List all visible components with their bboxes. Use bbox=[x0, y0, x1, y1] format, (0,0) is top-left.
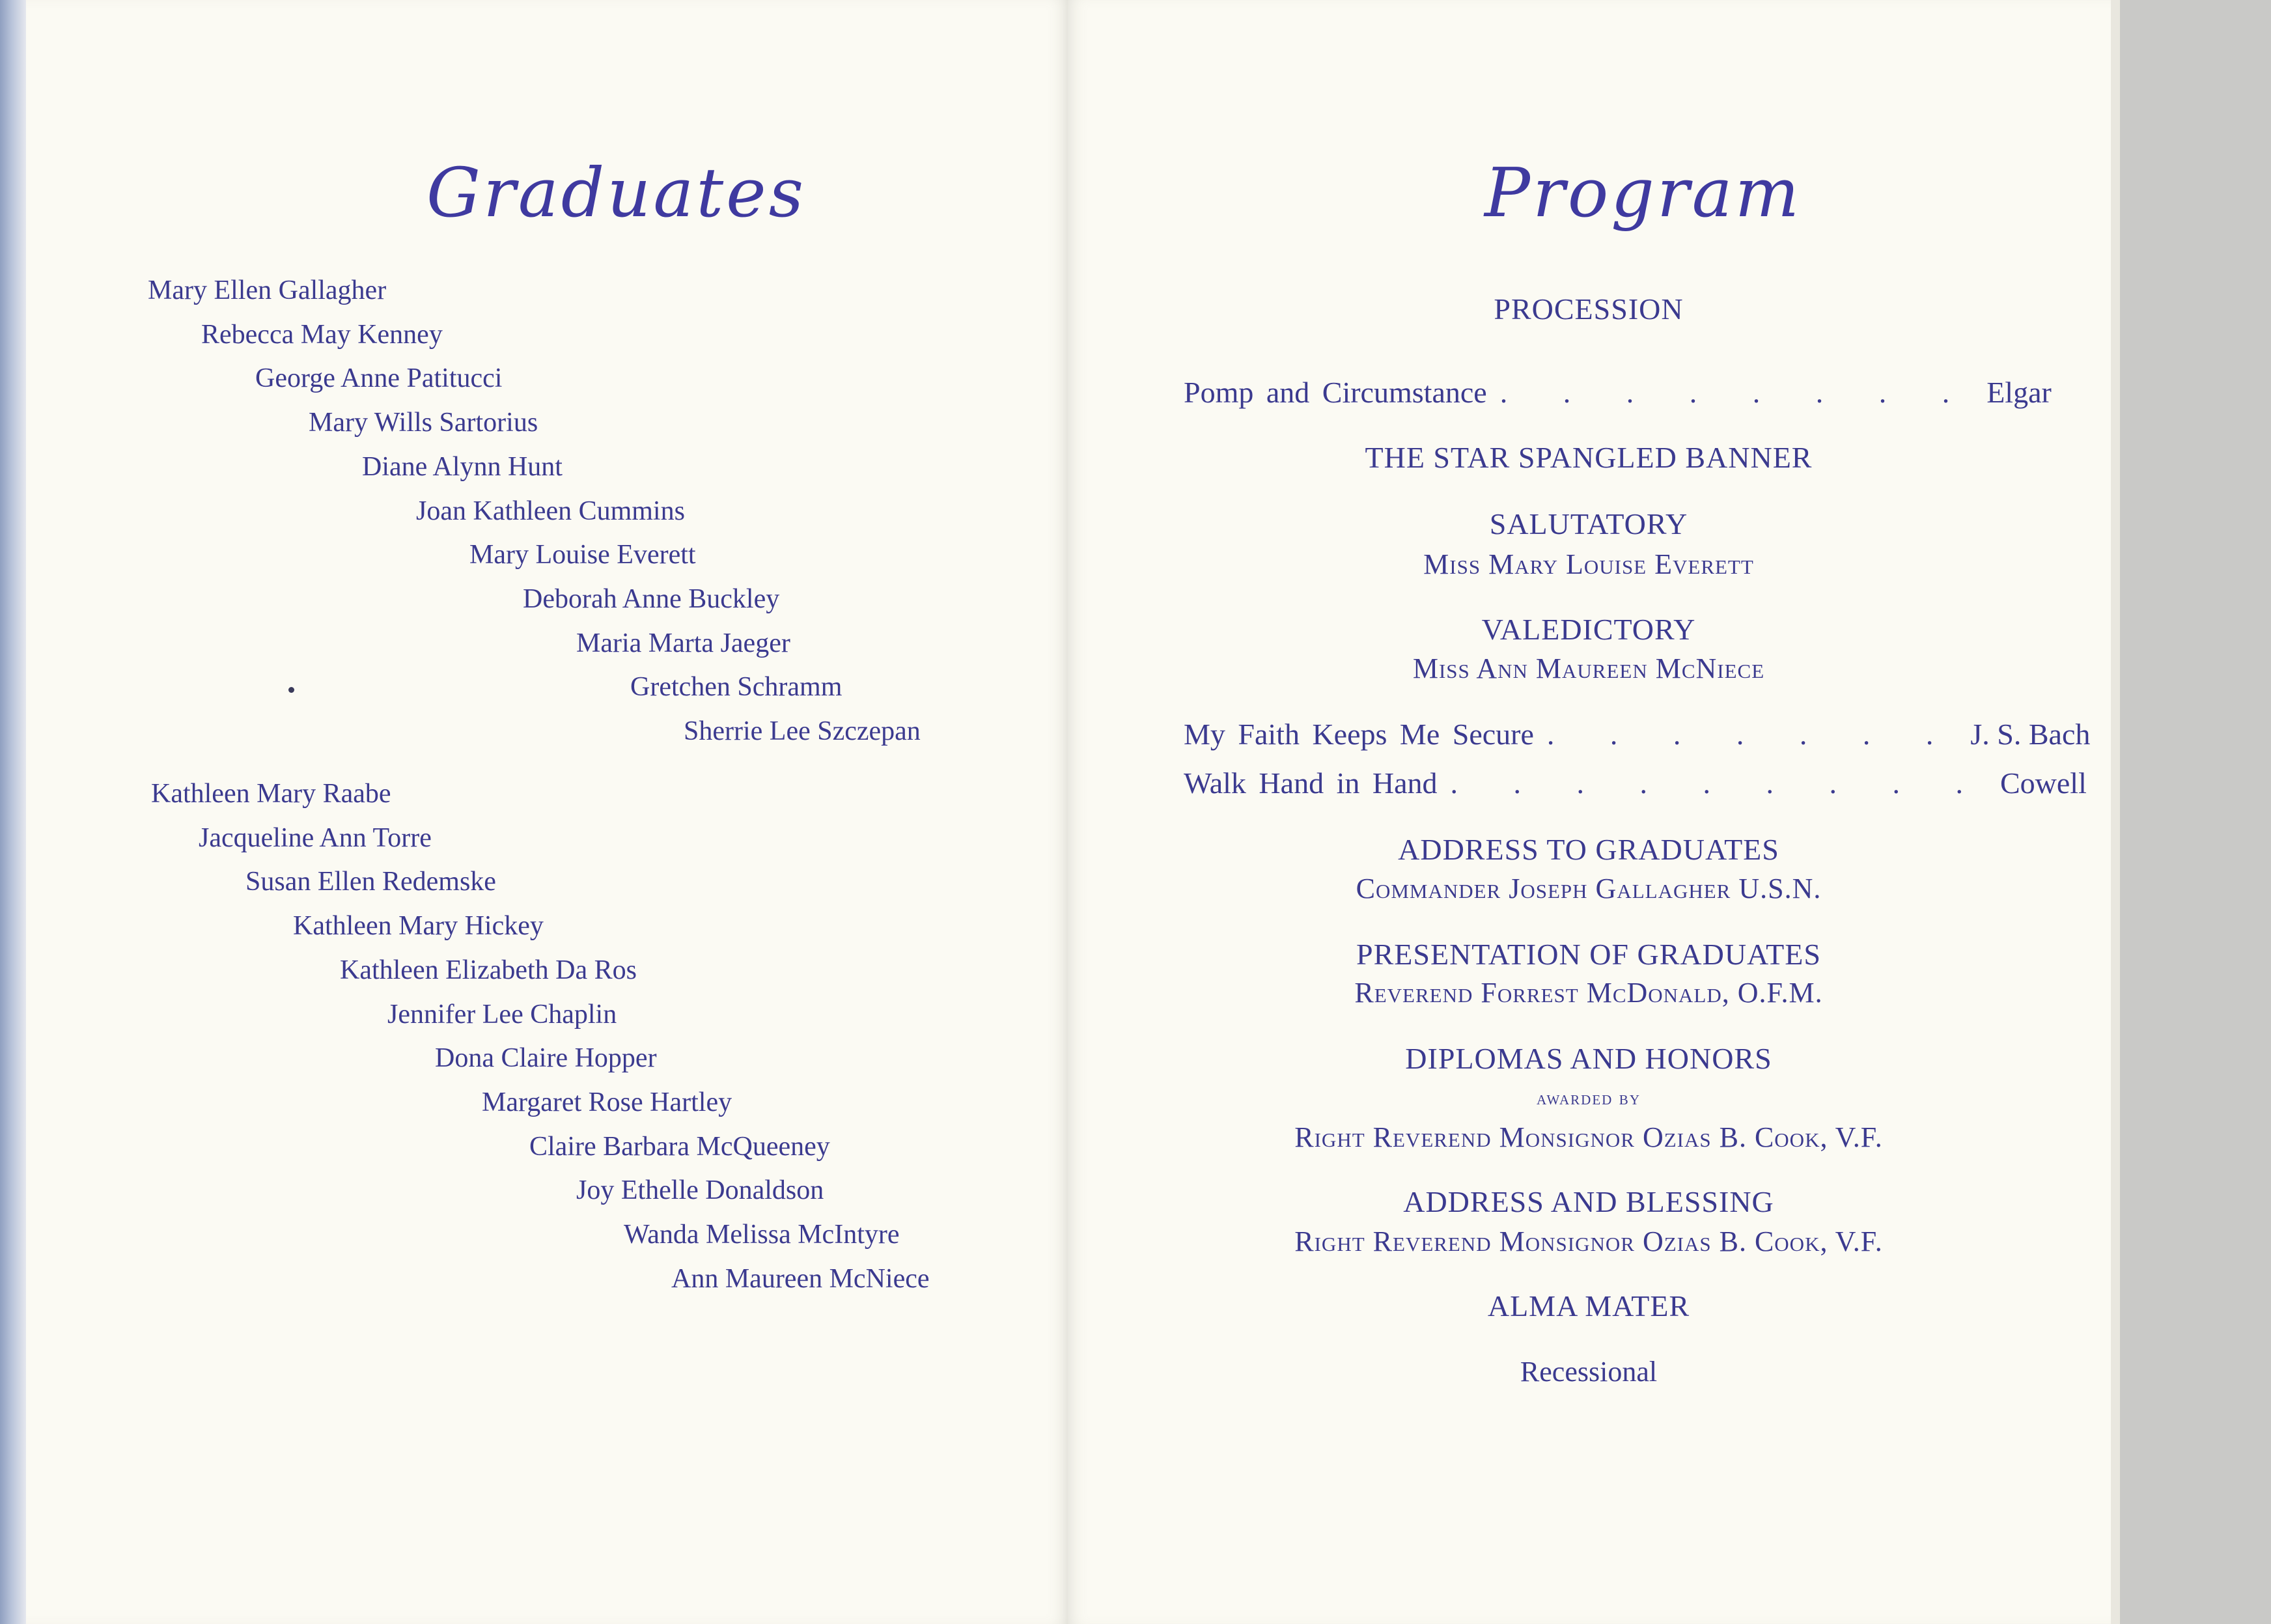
graduate-name: Maria Marta Jaeger bbox=[576, 628, 790, 658]
program-item-faith bbox=[1184, 718, 2091, 751]
graduate-name: Jacqueline Ann Torre bbox=[199, 823, 432, 853]
graduate-name: Sherrie Lee Szczepan bbox=[684, 716, 921, 746]
blessing-label: ADDRESS AND BLESSING bbox=[1403, 1185, 1774, 1218]
graduate-name: Wanda Melissa McIntyre bbox=[624, 1220, 900, 1250]
leader-dots: . . . . . . . bbox=[1546, 718, 1958, 751]
program-item-pomp bbox=[1184, 376, 2052, 409]
diplomas-speaker: Right Reverend Monsignor Ozias B. Cook, V.F. bbox=[1294, 1121, 1883, 1153]
graduate-name: Claire Barbara McQueeney bbox=[529, 1132, 830, 1162]
music-title: Walk Hand in Hand bbox=[1184, 766, 1438, 800]
graduates-page bbox=[26, 0, 1068, 1624]
music-title: Pomp and Circumstance bbox=[1184, 376, 1487, 409]
page-edge bbox=[2111, 0, 2120, 1624]
salutatory-speaker: Miss Mary Louise Everett bbox=[1423, 548, 1754, 580]
composer: J. S. Bach bbox=[1970, 718, 2091, 751]
graduate-name: Margaret Rose Hartley bbox=[482, 1087, 732, 1117]
graduate-name: Rebecca May Kenney bbox=[201, 320, 443, 350]
composer: Elgar bbox=[1986, 376, 2052, 409]
address-graduates-label: ADDRESS TO GRADUATES bbox=[1398, 833, 1779, 866]
graduate-name: Mary Wills Sartorius bbox=[309, 408, 538, 438]
diplomas-label: DIPLOMAS AND HONORS bbox=[1405, 1042, 1772, 1075]
anthem-label: THE STAR SPANGLED BANNER bbox=[1365, 441, 1813, 474]
graduate-name: Kathleen Mary Raabe bbox=[151, 779, 391, 809]
graduate-name: George Anne Patitucci bbox=[255, 363, 503, 393]
graduate-name: Diane Alynn Hunt bbox=[362, 452, 563, 482]
speck bbox=[288, 687, 294, 693]
valedictory-speaker: Miss Ann Maureen McNiece bbox=[1412, 652, 1765, 684]
graduate-name: Ann Maureen McNiece bbox=[671, 1264, 930, 1294]
graduate-name: Gretchen Schramm bbox=[630, 672, 843, 702]
graduate-name: Kathleen Mary Hickey bbox=[293, 911, 544, 941]
graduate-name: Joy Ethelle Donaldson bbox=[576, 1175, 824, 1205]
graduate-name: Joan Kathleen Cummins bbox=[416, 496, 685, 526]
graduate-name: Kathleen Elizabeth Da Ros bbox=[340, 955, 637, 985]
alma-mater-label: ALMA MATER bbox=[1487, 1289, 1690, 1323]
leader-dots: . . . . . . . . bbox=[1499, 376, 1974, 409]
graduate-name: Deborah Anne Buckley bbox=[523, 584, 780, 614]
booklet-binding bbox=[0, 0, 26, 1624]
graduate-name: Mary Ellen Gallagher bbox=[148, 275, 387, 305]
blessing-speaker: Right Reverend Monsignor Ozias B. Cook, V.F. bbox=[1294, 1225, 1883, 1257]
music-title: My Faith Keeps Me Secure bbox=[1184, 718, 1534, 751]
presentation-label: PRESENTATION OF GRADUATES bbox=[1356, 938, 1821, 971]
composer: Cowell bbox=[1999, 766, 2087, 800]
recessional-label: Recessional bbox=[1520, 1356, 1658, 1388]
leader-dots: . . . . . . . . . bbox=[1450, 766, 1987, 800]
presentation-speaker: Reverend Forrest McDonald, O.F.M. bbox=[1354, 977, 1823, 1009]
graduate-name: Susan Ellen Redemske bbox=[245, 867, 496, 897]
address-graduates-speaker: Commander Joseph Gallagher U.S.N. bbox=[1356, 873, 1822, 904]
awarded-by-label: awarded by bbox=[1537, 1087, 1641, 1109]
program-item-walk bbox=[1184, 766, 2087, 800]
procession-label: PROCESSION bbox=[1494, 292, 1684, 326]
program-heading: Program bbox=[1484, 153, 1802, 232]
salutatory-label: SALUTATORY bbox=[1489, 507, 1688, 540]
graduate-name: Dona Claire Hopper bbox=[435, 1043, 657, 1073]
graduate-name: Mary Louise Everett bbox=[469, 540, 696, 570]
graduate-name: Jennifer Lee Chaplin bbox=[387, 1000, 617, 1029]
valedictory-label: VALEDICTORY bbox=[1481, 613, 1696, 646]
graduates-heading: Graduates bbox=[426, 153, 807, 232]
